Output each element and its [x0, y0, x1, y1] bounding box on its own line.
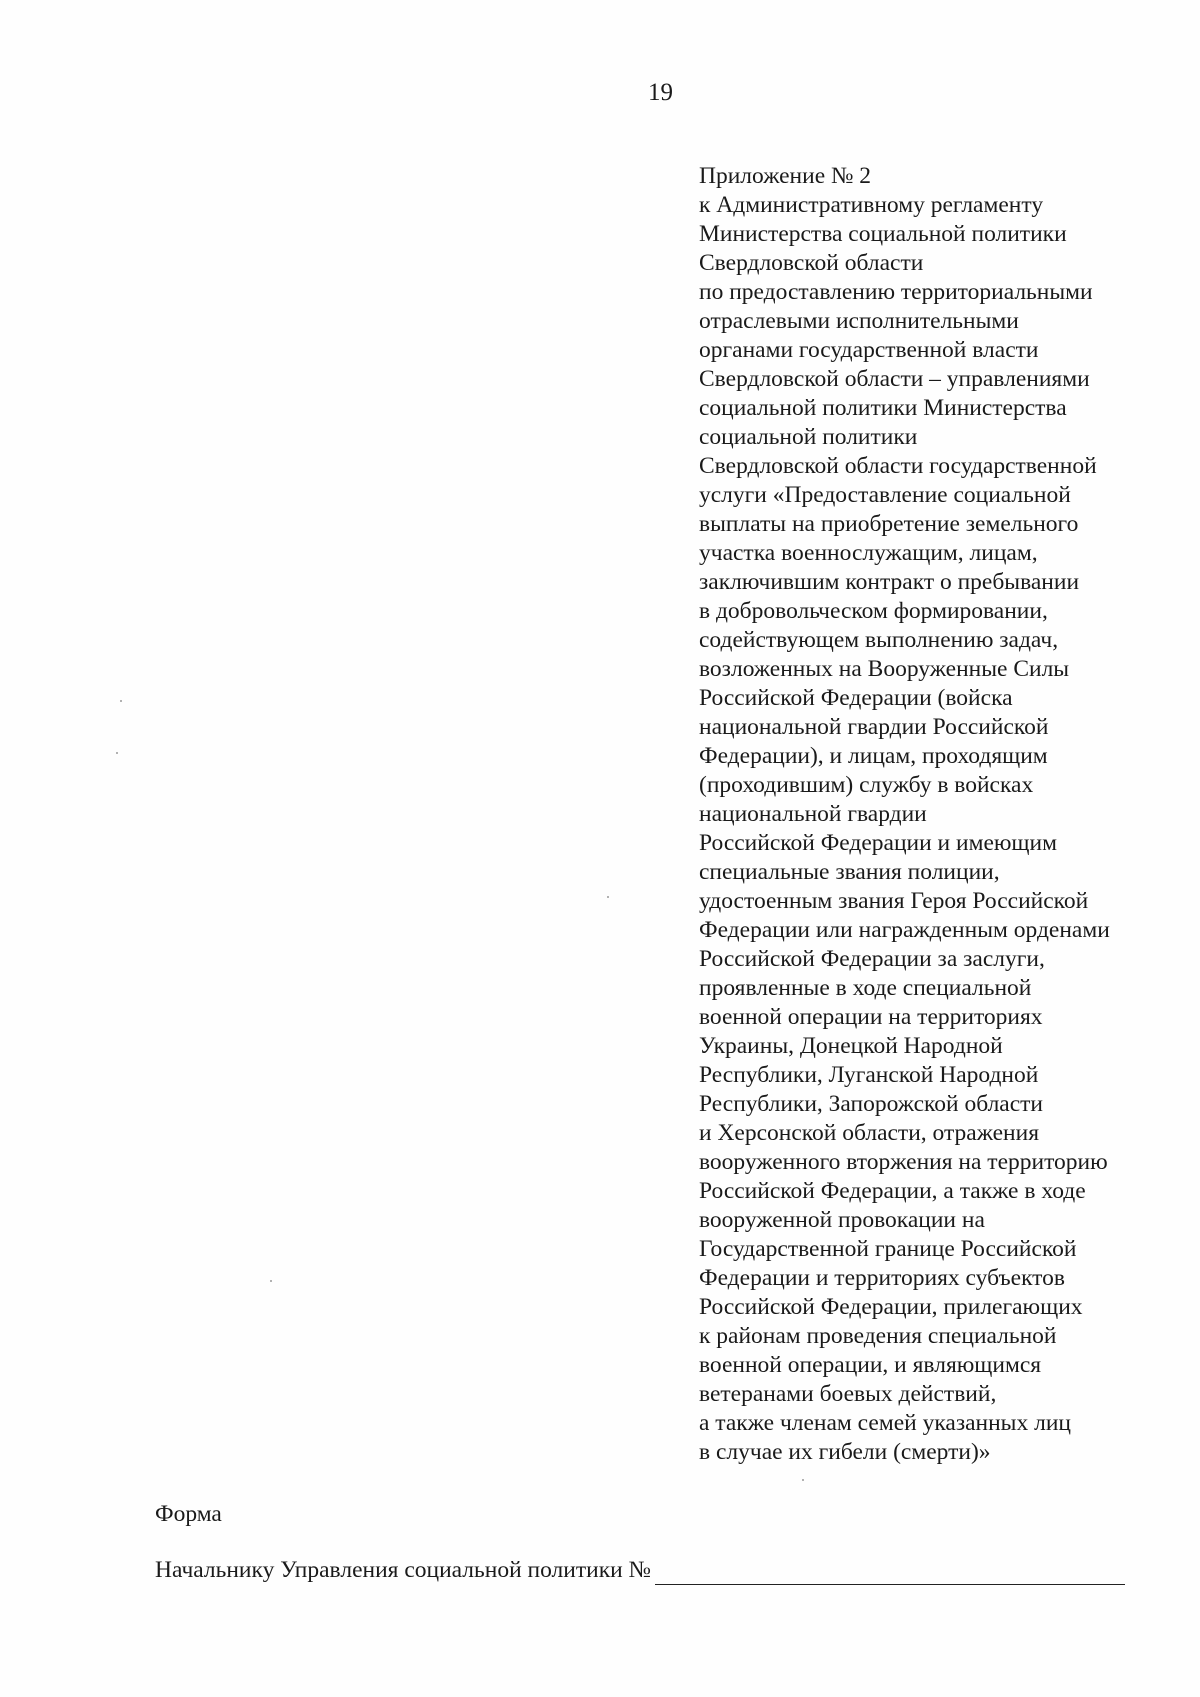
appendix-line: удостоенным звания Героя Российской	[699, 888, 1089, 914]
scan-speck	[116, 752, 118, 754]
page-number: 19	[648, 79, 673, 106]
appendix-line: военной операции, и являющимся	[699, 1352, 1042, 1378]
appendix-line: социальной политики Министерства	[699, 395, 1067, 421]
appendix-line: Федерации), и лицам, проходящим	[699, 743, 1048, 769]
appendix-line: Республики, Луганской Народной	[699, 1062, 1039, 1088]
appendix-line: Федерации и территориях субъектов	[699, 1265, 1065, 1291]
appendix-line: выплаты на приобретение земельного	[699, 511, 1079, 537]
appendix-line: Свердловской области – управлениями	[699, 366, 1090, 392]
department-number-blank[interactable]	[655, 1562, 1125, 1585]
form-label: Форма	[155, 1501, 222, 1527]
appendix-header	[699, 162, 1179, 1467]
appendix-line: проявленные в ходе специальной	[699, 975, 1032, 1001]
appendix-line: к районам проведения специальной	[699, 1323, 1057, 1349]
appendix-line: Министерства социальной политики	[699, 221, 1067, 247]
appendix-line: военной операции на территориях	[699, 1004, 1043, 1030]
appendix-line: отраслевыми исполнительными	[699, 308, 1019, 334]
appendix-line: Федерации или награжденным орденами	[699, 917, 1110, 943]
appendix-line: заключившим контракт о пребывании	[699, 569, 1080, 595]
appendix-line: Приложение № 2	[699, 163, 872, 189]
scan-speck	[270, 1280, 272, 1282]
appendix-line: Республики, Запорожской области	[699, 1091, 1043, 1117]
appendix-line: участка военнослужащим, лицам,	[699, 540, 1038, 566]
appendix-line: по предоставлению территориальными	[699, 279, 1093, 305]
appendix-line: специальные звания полиции,	[699, 859, 1000, 885]
appendix-line: вооруженной провокации на	[699, 1207, 985, 1233]
appendix-line: Российской Федерации и имеющим	[699, 830, 1057, 856]
appendix-line: а также членам семей указанных лиц	[699, 1410, 1071, 1436]
appendix-line: содействующем выполнению задач,	[699, 627, 1059, 653]
appendix-line: Российской Федерации за заслуги,	[699, 946, 1045, 972]
appendix-line: вооруженного вторжения на территорию	[699, 1149, 1108, 1175]
appendix-line: органами государственной власти	[699, 337, 1039, 363]
appendix-line: к Административному регламенту	[699, 192, 1044, 218]
appendix-line: Государственной границе Российской	[699, 1236, 1077, 1262]
addressee-label: Начальнику Управления социальной политики №	[155, 1557, 651, 1583]
appendix-line: Свердловской области государственной	[699, 453, 1097, 479]
appendix-line: Свердловской области	[699, 250, 924, 276]
appendix-line: (проходившим) службу в войсках	[699, 772, 1034, 798]
appendix-line: национальной гвардии	[699, 801, 927, 827]
appendix-line: Российской Федерации, прилегающих	[699, 1294, 1083, 1320]
appendix-line: ветеранами боевых действий,	[699, 1381, 997, 1407]
scan-speck	[120, 700, 122, 702]
appendix-line: возложенных на Вооруженные Силы	[699, 656, 1070, 682]
appendix-line: национальной гвардии Российской	[699, 714, 1049, 740]
appendix-line: Российской Федерации, а также в ходе	[699, 1178, 1086, 1204]
addressee-line	[155, 1556, 1155, 1585]
appendix-line: Украины, Донецкой Народной	[699, 1033, 1003, 1059]
appendix-line: социальной политики	[699, 424, 918, 450]
appendix-line: услуги «Предоставление социальной	[699, 482, 1071, 508]
appendix-line: и Херсонской области, отражения	[699, 1120, 1040, 1146]
scan-speck	[607, 896, 609, 898]
appendix-line: Российской Федерации (войска	[699, 685, 1013, 711]
scan-speck	[802, 1479, 804, 1481]
appendix-line: в случае их гибели (смерти)»	[699, 1439, 991, 1465]
appendix-line: в добровольческом формировании,	[699, 598, 1048, 624]
